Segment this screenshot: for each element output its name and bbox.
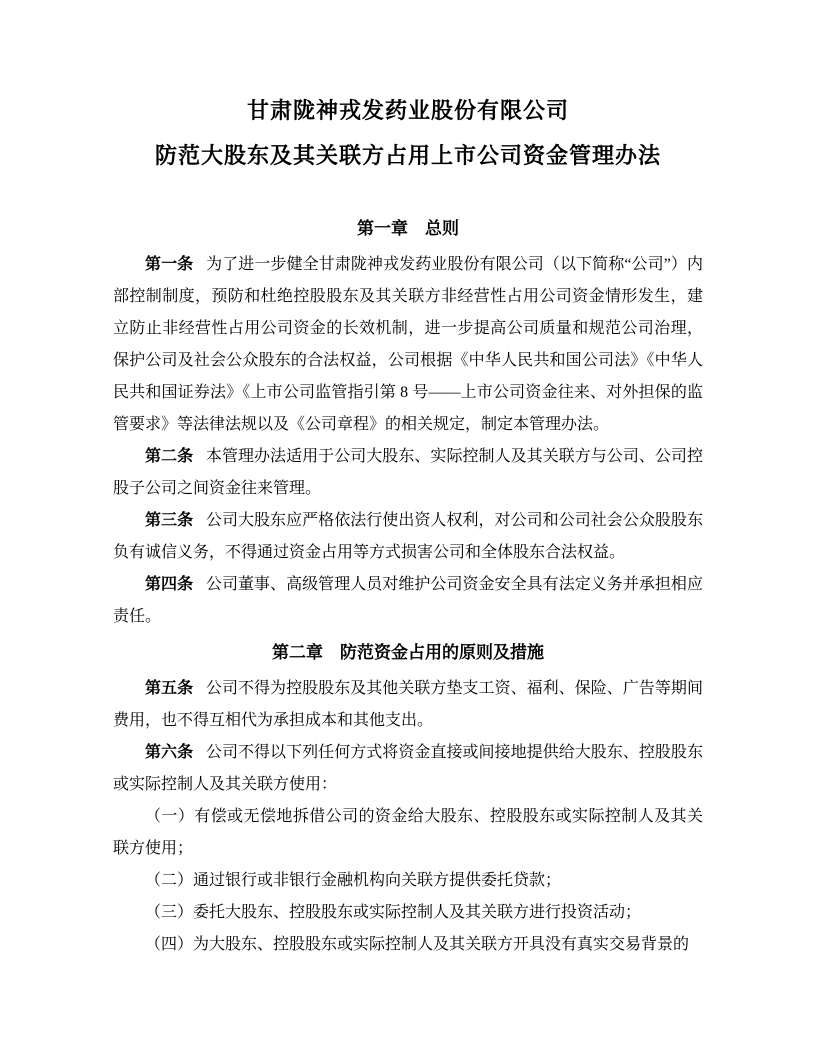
article-paragraph <box>113 737 703 801</box>
article-label: 第六条 <box>145 744 194 761</box>
article-paragraph <box>113 505 703 569</box>
document-body <box>113 213 703 961</box>
article-paragraph <box>113 249 703 441</box>
article-text: 公司不得以下列任何方式将资金直接或间接地提供给大股东、控股股东或实际控制人及其关联方使用： <box>113 744 703 793</box>
list-item-paragraph: （二）通过银行或非银行金融机构向关联方提供委托贷款； <box>145 872 562 889</box>
article-label: 第四条 <box>145 576 194 593</box>
article-text: 公司大股东应严格依法行使出资人权利，对公司和公司社会公众股股东负有诚信义务，不得通过资金占用等方式损害公司和全体股东合法权益。 <box>113 512 703 561</box>
list-item-paragraph: （四）为大股东、控股股东或实际控制人及其关联方开具没有真实交易背景的 <box>145 936 690 953</box>
list-item-paragraph: （一）有偿或无偿地拆借公司的资金给大股东、控股股东或实际控制人及其关联方使用； <box>113 808 703 857</box>
article-paragraph <box>113 441 703 505</box>
document-title-line2: 防范大股东及其关联方占用上市公司资金管理办法 <box>154 143 661 168</box>
article-text: 本管理办法适用于公司大股东、实际控制人及其关联方与公司、公司控股子公司之间资金往来管理。 <box>113 448 703 497</box>
document-title-line1: 甘肃陇神戎发药业股份有限公司 <box>246 98 569 123</box>
chapter-heading: 第一章 总则 <box>357 219 459 238</box>
article-label: 第二条 <box>145 448 194 465</box>
article-label: 第一条 <box>145 256 194 273</box>
article-label: 第三条 <box>145 512 194 529</box>
article-paragraph <box>113 673 703 737</box>
chapter-heading: 第二章 防范资金占用的原则及措施 <box>272 643 544 662</box>
article-text: 公司不得为控股股东及其他关联方垫支工资、福利、保险、广告等期间费用，也不得互相代为承担成本和其他支出。 <box>113 680 703 729</box>
article-paragraph <box>113 569 703 633</box>
list-item-paragraph: （三）委托大股东、控股股东或实际控制人及其关联方进行投资活动； <box>145 904 642 921</box>
article-text: 为了进一步健全甘肃陇神戎发药业股份有限公司（以下简称“公司”）内部控制制度，预防和杜绝控股股东及其关联方非经营性占用公司资金情形发生，建立防止非经营性占用公司资金的长效机制，进一步提高公司质量和规范公司治理，保护公司及社会公众股东的合法权益，公司根据《中华人民共和国公司法》《中华人民共和国证券法》《上市公司监管指引第 8 号——上市公司资金往来、对外担保的监管要求》等法律法规以及《公司章程》的相关规定，制定本管理办法。 <box>113 256 703 433</box>
article-label: 第五条 <box>145 680 194 697</box>
article-text: 公司董事、高级管理人员对维护公司资金安全具有法定义务并承担相应责任。 <box>113 576 703 625</box>
